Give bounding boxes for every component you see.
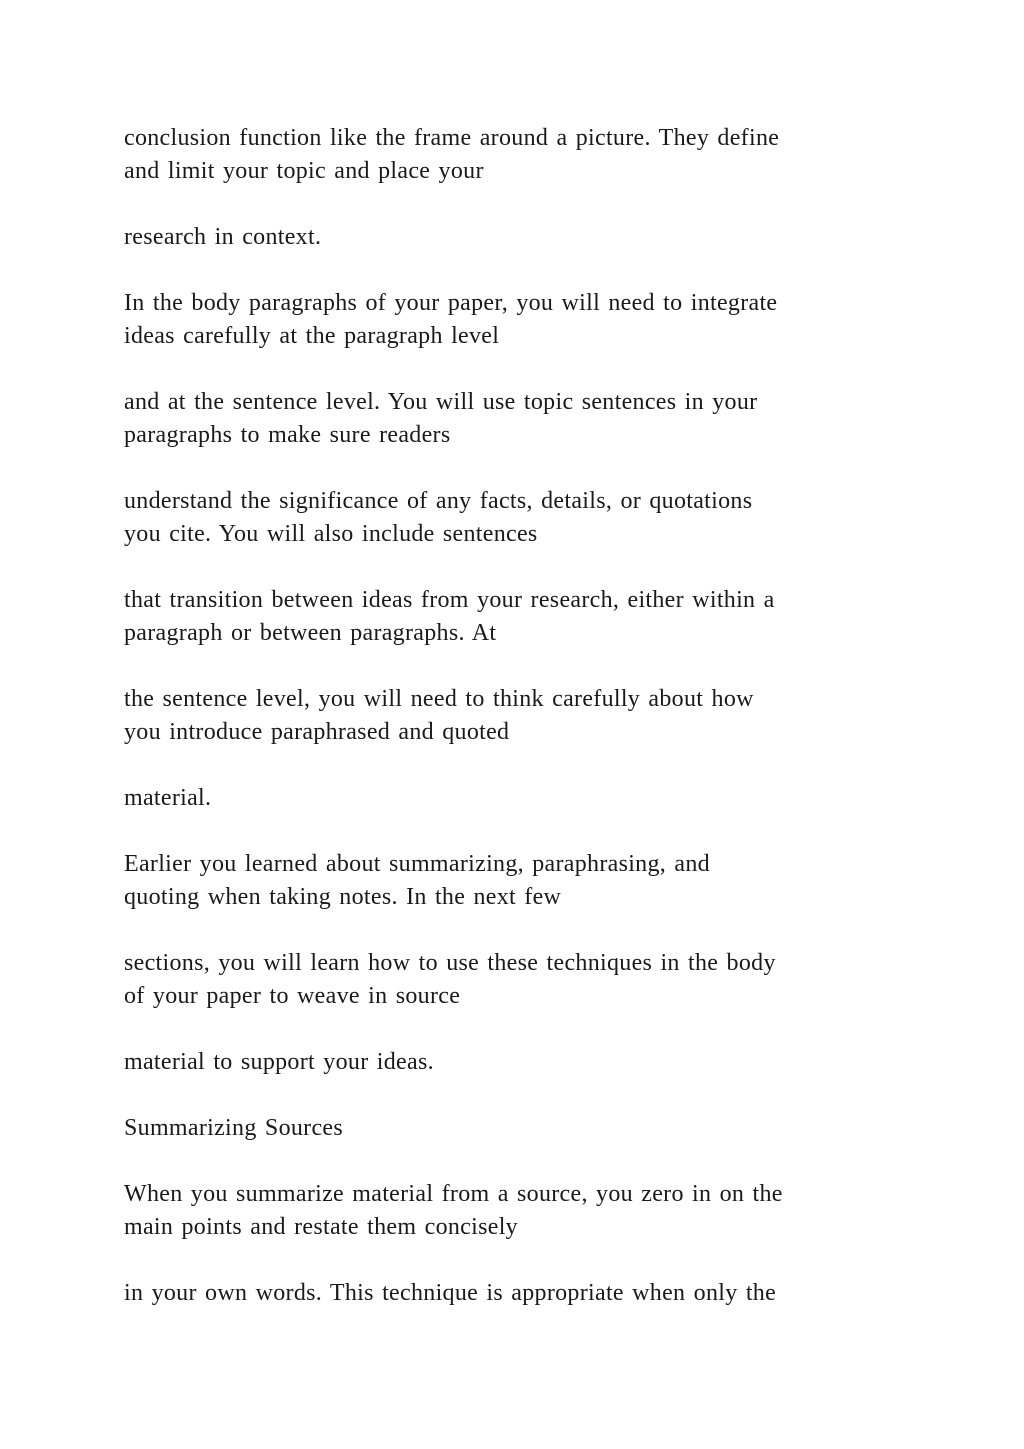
paragraph: [124, 386, 904, 452]
text-line: that transition between ideas from your research, either within a: [124, 587, 775, 613]
paragraph: [124, 122, 904, 188]
paragraph: [124, 221, 904, 254]
paragraph: [124, 848, 904, 914]
paragraph: [124, 782, 904, 815]
text-line: Earlier you learned about summarizing, paraphrasing, and: [124, 851, 710, 877]
text-line: sections, you will learn how to use these techniques in the body: [124, 950, 776, 976]
text-line: ideas carefully at the paragraph level: [124, 323, 500, 349]
paragraph: [124, 584, 904, 650]
text-line: Summarizing Sources: [124, 1115, 344, 1141]
text-line: of your paper to weave in source: [124, 983, 461, 1009]
text-line: in your own words. This technique is appropriate when only the: [124, 1280, 777, 1306]
text-line: understand the significance of any facts, details, or quotations: [124, 488, 753, 514]
paragraph: [124, 287, 904, 353]
text-line: you introduce paraphrased and quoted: [124, 719, 510, 745]
text-line: the sentence level, you will need to think carefully about how: [124, 686, 754, 712]
text-line: research in context.: [124, 224, 322, 250]
text-line: conclusion function like the frame around a picture. They define: [124, 125, 780, 151]
paragraph: [124, 1277, 904, 1310]
paragraph: [124, 1178, 904, 1244]
text-line: you cite. You will also include sentences: [124, 521, 538, 547]
document-text: [124, 122, 904, 1343]
paragraph: [124, 683, 904, 749]
paragraph: [124, 485, 904, 551]
text-line: quoting when taking notes. In the next few: [124, 884, 562, 910]
paragraph: [124, 1112, 904, 1145]
text-line: material to support your ideas.: [124, 1049, 434, 1075]
paragraph: [124, 1046, 904, 1079]
text-line: material.: [124, 785, 212, 811]
text-line: and at the sentence level. You will use topic sentences in your: [124, 389, 758, 415]
text-line: and limit your topic and place your: [124, 158, 484, 184]
text-line: In the body paragraphs of your paper, you will need to integrate: [124, 290, 778, 316]
text-line: paragraphs to make sure readers: [124, 422, 451, 448]
text-line: main points and restate them concisely: [124, 1214, 518, 1240]
paragraph: [124, 947, 904, 1013]
text-line: paragraph or between paragraphs. At: [124, 620, 497, 646]
text-line: When you summarize material from a source, you zero in on the: [124, 1181, 783, 1207]
